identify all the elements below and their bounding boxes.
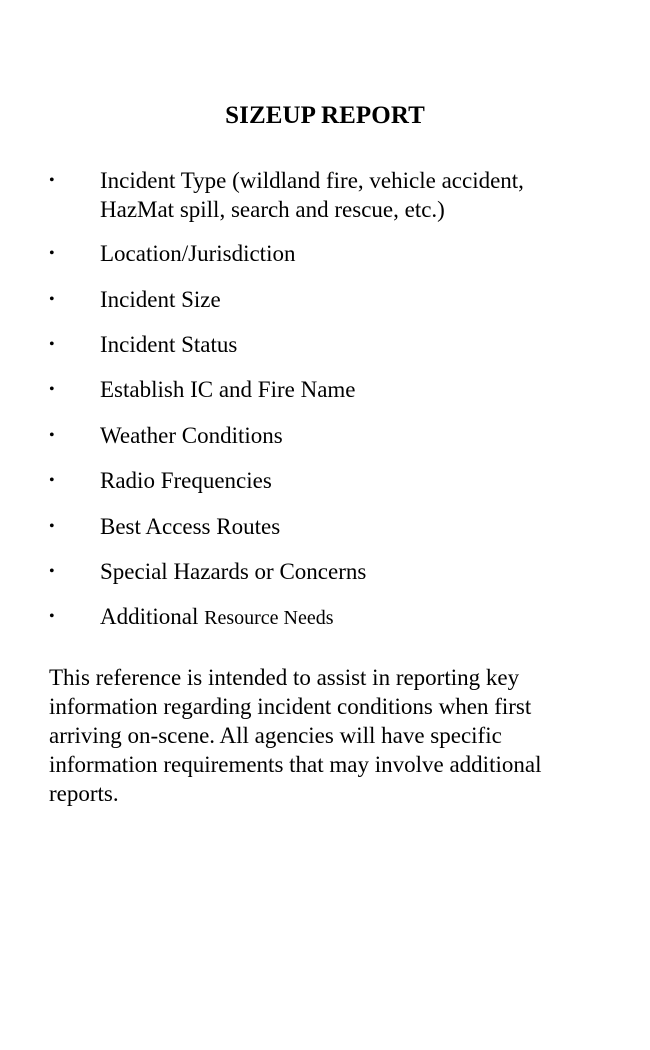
- list-item-label: Weather Conditions: [100, 423, 283, 448]
- list-item-label: Radio Frequencies: [100, 468, 272, 493]
- list-item-label: Special Hazards or Concerns: [100, 559, 367, 584]
- bullet-icon: •: [49, 427, 55, 444]
- bullet-icon: •: [49, 381, 55, 398]
- list-item-label: Incident Size: [100, 287, 221, 312]
- bullet-icon: •: [49, 172, 55, 189]
- bullet-icon: •: [49, 608, 55, 625]
- bullet-icon: •: [49, 336, 55, 353]
- bullet-icon: •: [49, 472, 55, 489]
- list-item-label: [100, 602, 600, 633]
- list-item-label: Location/Jurisdiction: [100, 241, 296, 266]
- list-item-label: Incident Status: [100, 332, 238, 357]
- list-item-label: Best Access Routes: [100, 514, 281, 539]
- list-item-label-small: Resource Needs: [204, 607, 334, 629]
- list-item-label-main: Additional: [100, 604, 199, 629]
- list-item-label: Incident Type (wildland fire, vehicle accident, HazMat spill, search and rescue, etc.): [100, 168, 524, 222]
- bullet-icon: •: [49, 563, 55, 580]
- page-title: SIZEUP REPORT: [225, 102, 425, 129]
- reference-note: This reference is intended to assist in reporting key information regarding incident conditions when first arriving on-scene. All agencies will have specific information requirements that may involve additional reports.: [49, 665, 542, 806]
- bullet-icon: •: [49, 518, 55, 535]
- bullet-icon: •: [49, 291, 55, 308]
- bullet-icon: •: [49, 245, 55, 262]
- list-item-label: Establish IC and Fire Name: [100, 377, 356, 402]
